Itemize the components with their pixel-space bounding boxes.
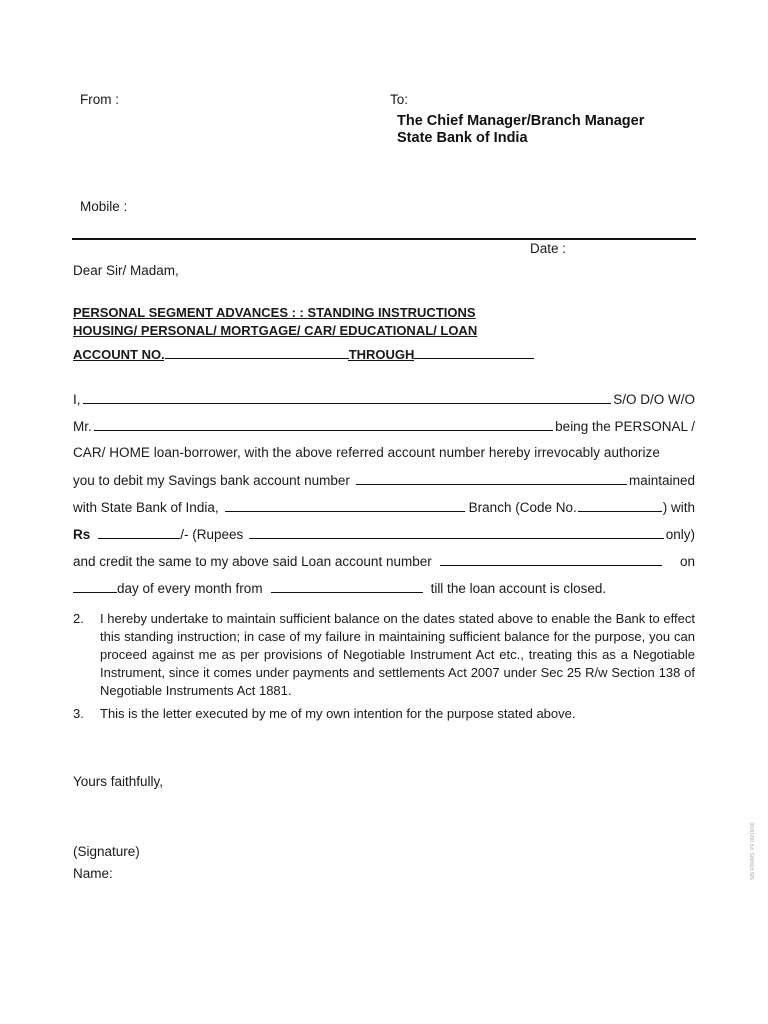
borrower-name-blank: [83, 391, 612, 404]
salutation: Dear Sir/ Madam,: [73, 263, 179, 278]
body-line-4: [73, 472, 695, 488]
body-line-6: [73, 526, 695, 542]
subject-line-2: HOUSING/ PERSONAL/ MORTGAGE/ CAR/ EDUCATIONAL/ LOAN: [73, 323, 478, 338]
body-line-2-end: being the PERSONAL /: [555, 419, 695, 434]
closing: Yours faithfully,: [73, 774, 164, 789]
body-line-1: [73, 391, 695, 407]
body-line-1-start: I,: [73, 392, 81, 407]
body-line-5-mid: Branch (Code No.: [468, 500, 577, 515]
through-underline: [348, 360, 414, 361]
from-label: From :: [80, 92, 119, 107]
clause-number: 3.: [73, 706, 84, 721]
to-label: To:: [390, 92, 409, 107]
name-label: Name:: [73, 866, 113, 881]
body-line-7: [73, 553, 695, 569]
clause-2: [73, 610, 695, 700]
start-month-blank: [271, 580, 423, 593]
through-label: THROUGH: [348, 347, 415, 362]
date-label: Date :: [530, 241, 567, 256]
body-line-7-end: on: [679, 554, 695, 569]
clause-text: This is the letter executed by me of my own intention for the purpose stated above.: [100, 706, 576, 721]
signature-label: (Signature): [73, 844, 140, 859]
subject-line-1: PERSONAL SEGMENT ADVANCES : : STANDING INSTRUCTIONS: [73, 305, 476, 320]
mobile-label: Mobile :: [80, 199, 128, 214]
account-no-label: ACCOUNT NO.: [73, 347, 165, 362]
branch-name-blank: [225, 499, 465, 512]
clause-3: [73, 705, 695, 725]
clause-number: 2.: [73, 611, 84, 626]
loan-account-blank: [440, 553, 662, 566]
body-line-5-start: with State Bank of India,: [73, 500, 219, 515]
body-line-2: [73, 418, 695, 434]
account-line-underline: [73, 360, 164, 361]
day-blank: [73, 580, 117, 593]
body-line-5-end: ) with: [662, 500, 695, 515]
body-line-8-end: till the loan account is closed.: [430, 581, 607, 596]
relation-name-blank: [94, 418, 553, 431]
body-line-8: [73, 580, 606, 596]
body-line-4-start: you to debit my Savings bank account number: [73, 473, 350, 488]
body-line-1-end: S/O D/O W/O: [613, 392, 695, 407]
through-blank: [414, 346, 534, 359]
body-line-3: CAR/ HOME loan-borrower, with the above referred account number hereby irrevocably authorize: [73, 445, 660, 460]
branch-code-blank: [578, 499, 662, 512]
body-line-7-start: and credit the same to my above said Loan account number: [73, 554, 432, 569]
only-label: only): [665, 527, 695, 542]
form-code-note: SBI FORMS. PF 00/19/00: [750, 822, 756, 880]
savings-account-blank: [356, 472, 627, 485]
body-line-4-end: maintained: [628, 473, 695, 488]
body-line-8-mid: day of every month from: [117, 581, 263, 596]
body-line-5: [73, 499, 695, 515]
clause-text: I hereby undertake to maintain sufficient balance on the dates stated above to enable the Bank to effect this standing instruction; in case of my failure in maintaining sufficient balance for the purpose, you can proceed against me as per provisions of Negotiable Instrument Act etc., treating this as a Negotiable Instrument, since it comes under payments and settlements Act 2007 under Sec 25 R/w Section 138 of Negotiable Instruments Act 1881.: [100, 611, 695, 698]
body-line-2-start: Mr.: [73, 419, 92, 434]
account-no-blank: [165, 346, 349, 359]
recipient-title: The Chief Manager/Branch Manager: [397, 113, 645, 129]
recipient-bank: State Bank of India: [397, 130, 528, 146]
header-divider: [72, 238, 696, 240]
amount-figures-blank: [98, 526, 180, 539]
rs-label: Rs: [73, 527, 91, 542]
rupees-label: /- (Rupees: [180, 527, 244, 542]
amount-words-blank: [249, 526, 663, 539]
